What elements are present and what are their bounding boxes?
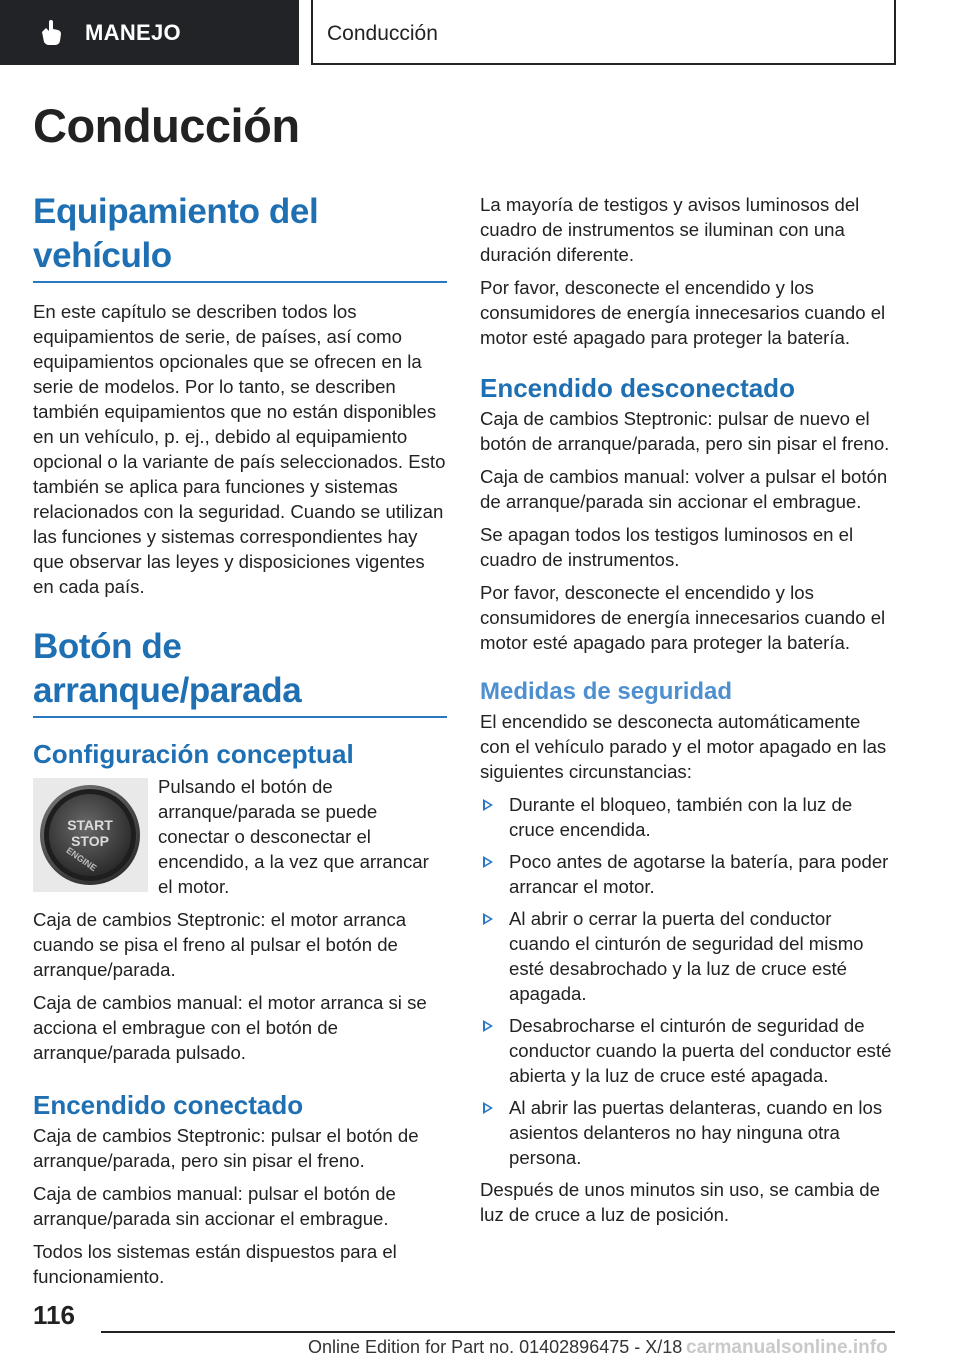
- steering-hand-icon: [36, 18, 66, 48]
- heading-encendido-desconectado: Encendido desconectado: [480, 373, 795, 403]
- heading-configuracion: Configuración conceptual: [33, 739, 354, 769]
- start-label: START: [67, 817, 113, 833]
- stop-label: STOP: [71, 833, 109, 849]
- right-column: [480, 192, 894, 1235]
- paragraph: Por favor, desconecte el encendido y los consumidores de energía innecesarios cuando el motor esté apagado para proteger la batería.: [480, 582, 886, 653]
- bullet-list: [480, 792, 894, 1170]
- heading-equipamiento: Equipamiento del vehículo: [33, 190, 447, 283]
- paragraph: Se apagan todos los testigos luminosos en el cuadro de instrumentos.: [480, 524, 854, 570]
- paragraph: Caja de cambios manual: volver a pulsar el botón de arranque/parada sin accionar el embrague.: [480, 466, 888, 512]
- paragraph: El encendido se desconecta automáticamente con el vehículo parado y el motor apagado en las siguientes circunstancias:: [480, 711, 887, 782]
- bullet-triangle-icon: [483, 1102, 493, 1114]
- paragraph: Caja de cambios Steptronic: pulsar el botón de arranque/parada, pero sin pisar el freno.: [33, 1125, 419, 1171]
- paragraph: Todos los sistemas están dispuestos para el funcionamiento.: [33, 1241, 397, 1287]
- edition-text: Online Edition for Part no. 01402896475 - X/18: [308, 1337, 683, 1357]
- footer-divider: [101, 1331, 895, 1333]
- list-item: Al abrir o cerrar la puerta del conductor cuando el cinturón de seguridad del mismo esté desabrochado y la luz de cruce esté apagada.: [480, 906, 894, 1006]
- paragraph: Después de unos minutos sin uso, se cambia de luz de cruce a luz de posición.: [480, 1179, 880, 1225]
- heading-boton: Botón de arranque/parada: [33, 625, 447, 718]
- bullet-triangle-icon: [483, 856, 493, 868]
- section-tab: [0, 0, 299, 65]
- chapter-label: Conducción: [327, 22, 438, 45]
- engine-label: ENGINE: [64, 845, 99, 874]
- page-title: Conducción: [33, 99, 300, 152]
- list-item: Desabrocharse el cinturón de seguridad de conductor cuando la puerta del conductor esté abierta y la luz de cruce esté apagada.: [480, 1013, 894, 1088]
- page-number: 116: [33, 1300, 75, 1330]
- list-item: Durante el bloqueo, también con la luz de cruce encendida.: [480, 792, 894, 842]
- bullet-triangle-icon: [483, 913, 493, 925]
- paragraph: Por favor, desconecte el encendido y los consumidores de energía innecesarios cuando el motor esté apagado para proteger la batería.: [480, 277, 886, 348]
- paragraph: En este capítulo se describen todos los equipamientos de serie, de países, así como equipamientos opcionales que se ofrecen en la serie de modelos. Por lo tanto, se describen también equipamientos que no están disponibles en un vehículo, p. ej., debido al equipamiento opcional o la variante de país seleccionados. Esto también se aplica para funciones y sistemas relacionados con la seguridad. Cuando se utilizan las funciones y sistemas correspondientes hay que observar las leyes y disposiciones vigentes en cada país.: [33, 301, 446, 597]
- watermark: carmanualsonline.info: [686, 1337, 888, 1358]
- list-item: Al abrir las puertas delanteras, cuando en los asientos delanteros no hay ninguna otra persona.: [480, 1095, 894, 1170]
- paragraph: Pulsando el botón de arranque/parada se puede conectar o desconectar el encendido, a la vez que arrancar el motor.: [158, 776, 429, 897]
- bullet-triangle-icon: [483, 1020, 493, 1032]
- section-label: MANEJO: [85, 20, 181, 45]
- bullet-triangle-icon: [483, 799, 493, 811]
- paragraph: La mayoría de testigos y avisos luminosos del cuadro de instrumentos se iluminan con una duración diferente.: [480, 194, 860, 265]
- heading-encendido-conectado: Encendido conectado: [33, 1090, 304, 1120]
- chapter-box: [311, 0, 896, 65]
- start-stop-button-image: [33, 778, 148, 892]
- left-column: [33, 190, 447, 1297]
- paragraph: Caja de cambios manual: el motor arranca si se acciona el embrague con el botón de arranque/parada pulsado.: [33, 992, 427, 1063]
- paragraph: Caja de cambios Steptronic: pulsar de nuevo el botón de arranque/parada, pero sin pisar el freno.: [480, 408, 890, 454]
- list-item: Poco antes de agotarse la batería, para poder arrancar el motor.: [480, 849, 894, 899]
- paragraph: Caja de cambios manual: pulsar el botón de arranque/parada sin accionar el embrague.: [33, 1183, 396, 1229]
- paragraph: Caja de cambios Steptronic: el motor arranca cuando se pisa el freno al pulsar el botón de arranque/parada.: [33, 909, 407, 980]
- heading-medidas: Medidas de seguridad: [480, 678, 733, 705]
